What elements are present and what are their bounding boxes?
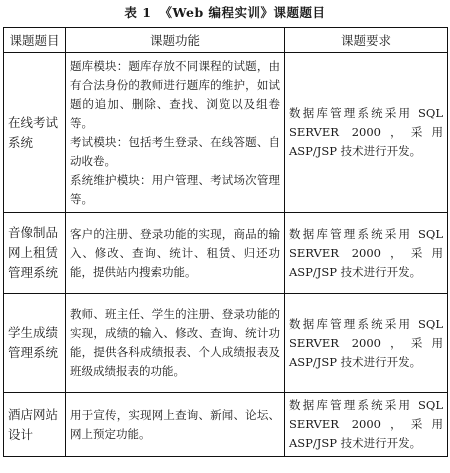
topic-cell: 酒店网站设计: [4, 393, 66, 457]
function-cell: [66, 294, 285, 393]
table-caption: [0, 3, 450, 21]
function-cell: [66, 213, 285, 294]
function-line: 客户的注册、登录功能的实现，商品的输入、修改、查询、统计、租赁、归还功能，提供站内搜索功能。: [70, 226, 280, 279]
table-row: [4, 53, 448, 213]
table-row: [4, 393, 448, 457]
topic-cell: 音像制品网上租赁管理系统: [4, 213, 66, 294]
table-title: 《Web 编程实训》课题题目: [159, 5, 326, 20]
header-function: 课题功能: [66, 28, 285, 53]
table-number: 表 1: [124, 5, 152, 20]
header-topic: 课题题目: [4, 28, 66, 53]
topic-cell: 在线考试系统: [4, 53, 66, 213]
requirement-cell: 数据库管理系统采用 SQL SERVER 2000，采用 ASP/JSP 技术进行开发。: [285, 213, 448, 294]
table-row: [4, 294, 448, 393]
function-line: 教师、班主任、学生的注册、登录功能的实现，成绩的输入、修改、查询、统计功能，提供各科成绩报表、个人成绩报表及班级成绩报表的功能。: [70, 307, 280, 378]
function-cell: [66, 53, 285, 213]
table-row: [4, 213, 448, 294]
function-cell: [66, 393, 285, 457]
requirement-cell: 数据库管理系统采用 SQL SERVER 2000，采用 ASP/JSP 技术进行开发。: [285, 294, 448, 393]
requirement-cell: 数据库管理系统采用 SQL SERVER 2000，采用 ASP/JSP 技术进行开发。: [285, 393, 448, 457]
topic-cell: 学生成绩管理系统: [4, 294, 66, 393]
function-line: 题库模块：题库存放不同课程的试题，由有合法身份的教师进行题库的维护，如试题的追加、删除、查找、浏览以及组卷等。: [70, 58, 280, 130]
function-line: 系统维护模块：用户管理、考试场次管理等。: [70, 172, 280, 206]
requirement-cell: 数据库管理系统采用 SQL SERVER 2000，采用 ASP/JSP 技术进行开发。: [285, 53, 448, 213]
course-topics-table: [3, 27, 448, 457]
function-line: 考试模块：包括考生登录、在线答题、自动收卷。: [70, 134, 280, 168]
header-requirement: 课题要求: [285, 28, 448, 53]
function-line: 用于宣传，实现网上查询、新闻、论坛、网上预定功能。: [70, 407, 280, 441]
table-header-row: [4, 28, 448, 53]
